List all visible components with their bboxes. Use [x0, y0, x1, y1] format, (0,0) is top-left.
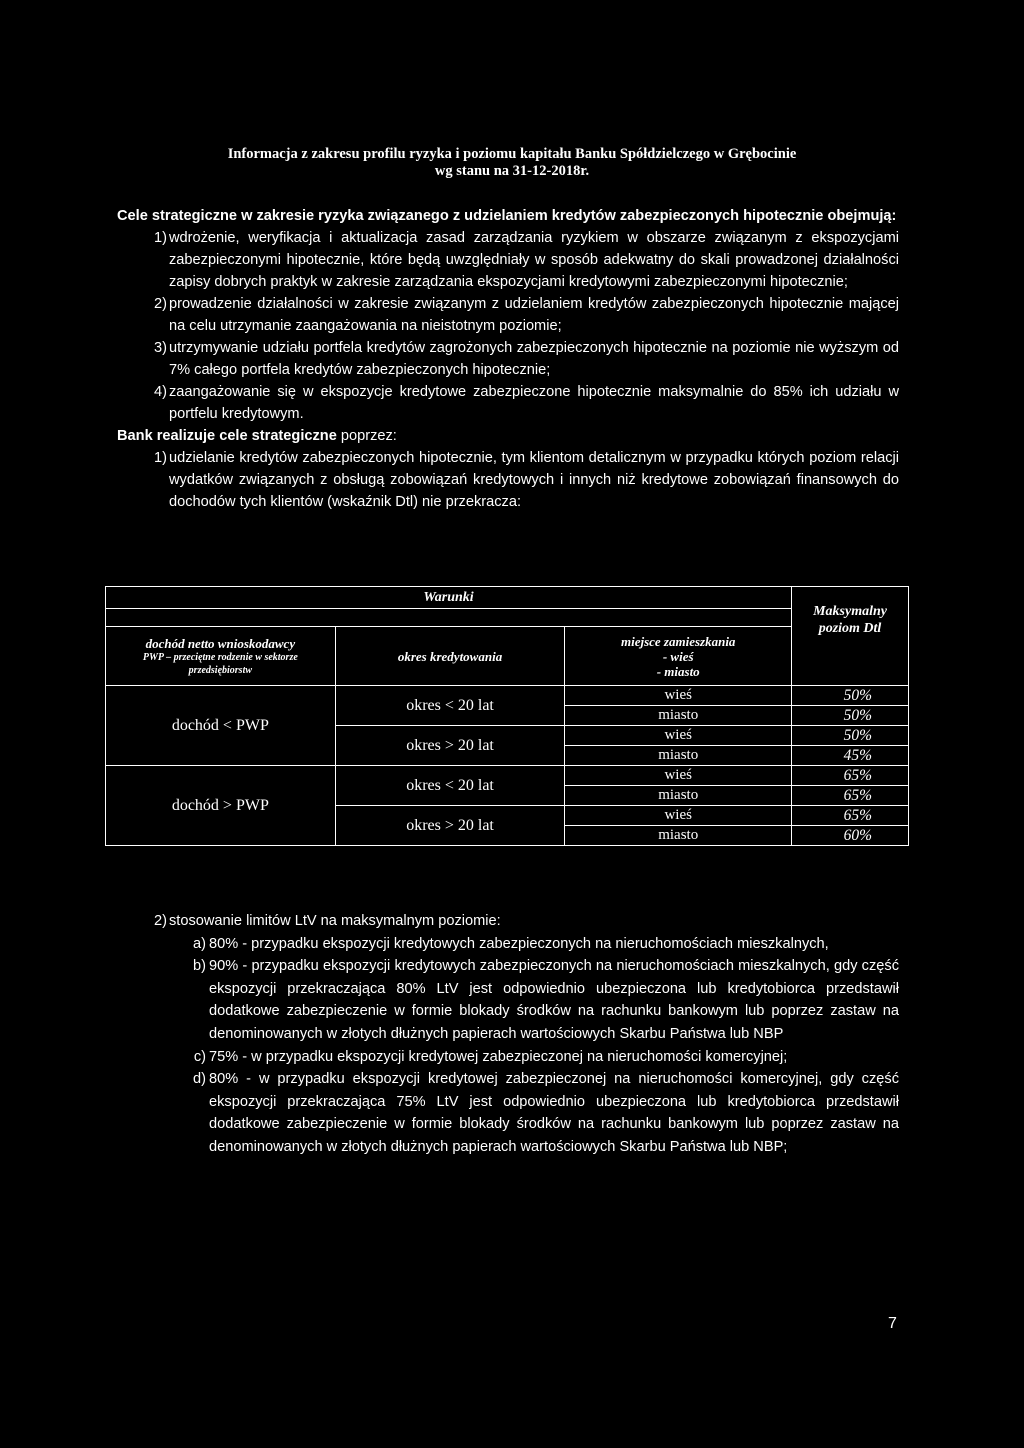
- period-cell: okres < 20 lat: [335, 766, 565, 806]
- table-header-income-line2: PWP – przeciętne rodzenie w sektorze: [142, 651, 298, 663]
- ltv-item-text: 90% - przypadku ekspozycji kredytowych zabezpieczonych na nieruchomościach mieszkalnych, gdy część ekspozycji przekraczająca 80% LtV jest odpowiednio ubezpieczona lub kredytobiorca przedstawił dodatkowe zabezpieczenie w formie blokady środków na rachunku bankowym lub poprzez zastaw na denominowanych w złotych dłużnych papierach wartościowych Skarbu Państwa lub NBP: [209, 958, 899, 1042]
- table-header-income: [106, 627, 336, 686]
- table-header-warunki: Warunki: [106, 587, 792, 609]
- table-spacer-row: [106, 609, 792, 627]
- table-header-income-line3: przedsiębiorstw: [188, 664, 253, 676]
- list-item: [109, 227, 899, 293]
- ltv-title: stosowanie limitów LtV na maksymalnym poziomie:: [169, 913, 501, 929]
- dti-conditions-table: [105, 586, 909, 846]
- table-header-max-line2: poziom Dtl: [818, 621, 882, 636]
- list-item-number: 3): [154, 340, 167, 356]
- list-item-number: 1): [154, 450, 167, 466]
- list-item: [109, 337, 899, 381]
- period-cell: okres > 20 lat: [335, 806, 565, 846]
- ltv-item-letter: d): [193, 1071, 206, 1088]
- list-item-text: udzielanie kredytów zabezpieczonych hipotecznie, tym klientom detalicznym w przypadku których poziom relacji wydatków związanych z obsługą zobowiązań kredytowych i innych niż kredytowe zobowiązań finansowych do dochodów tych klientów (wskaźnik Dtl) nie przekracza:: [169, 450, 899, 510]
- table-header-period: okres kredytowania: [335, 627, 565, 686]
- ltv-item-letter: a): [193, 935, 206, 952]
- bank-lead-rest: poprzez:: [336, 428, 397, 444]
- max-dti-cell: 60%: [792, 826, 909, 846]
- ltv-item-letter: b): [193, 958, 206, 975]
- table-header-residence: [565, 627, 792, 686]
- list-item-text: utrzymywanie udziału portfela kredytów zagrożonych zabezpieczonych hipotecznie na poziomie nie wyższym od 7% całego portfela kredytów zabezpieczonych hipotecznie;: [169, 340, 899, 378]
- list-item-number: 4): [154, 384, 167, 400]
- max-dti-cell: 65%: [792, 786, 909, 806]
- table-header-residence-line2: - wieś: [662, 648, 694, 664]
- income-cell: dochód > PWP: [106, 766, 336, 846]
- max-dti-cell: 50%: [792, 726, 909, 746]
- ltv-section: [117, 910, 899, 1159]
- table-header-max-dti: [792, 587, 909, 686]
- place-cell: wieś: [565, 806, 792, 826]
- list-item: [109, 293, 899, 337]
- ltv-item-text: 80% - przypadku ekspozycji kredytowych zabezpieczonych na nieruchomościach mieszkalnych,: [209, 935, 829, 952]
- header-title: Informacja z zakresu profilu ryzyka i poziomu kapitału Banku Spółdzielczego w Grębocinie: [227, 146, 797, 162]
- header-date: wg stanu na 31-12-2018r.: [434, 163, 590, 179]
- page-number: 7: [888, 1315, 897, 1332]
- income-cell: dochód < PWP: [106, 686, 336, 766]
- table-header-residence-line1: miejsce zamieszkania: [620, 633, 736, 649]
- table-header-max-line1: Maksymalny: [813, 604, 887, 619]
- table-row: [106, 766, 909, 786]
- goals-list: [109, 227, 899, 425]
- list-item-text: wdrożenie, weryfikacja i aktualizacja zasad zarządzania ryzykiem w obszarze związanym z ekspozycjami zabezpieczonymi hipotecznie, które będą uwzględniały w sposób adekwatny do skali prowadzonej działalności zapisy dobrych praktyk w zakresie zarządzania ekspozycjami kredytowymi zabezpieczonymi hipotecznie;: [169, 230, 899, 290]
- place-cell: wieś: [565, 686, 792, 706]
- list-item-text: prowadzenie działalności w zakresie związanym z udzielaniem kredytów zabezpieczonych hipotecznie mającej na celu utrzymanie zaangażowania na nieistotnym poziomie;: [169, 296, 899, 334]
- list-item-number: 2): [154, 296, 167, 312]
- list-item-number: 1): [154, 230, 167, 246]
- max-dti-cell: 65%: [792, 806, 909, 826]
- main-content: [117, 205, 899, 513]
- ltv-item: [117, 933, 899, 956]
- place-cell: miasto: [565, 746, 792, 766]
- ltv-item-text: 80% - w przypadku ekspozycji kredytowej zabezpieczonej na nieruchomości komercyjnej, gdy część ekspozycji przekraczająca 75% LtV jest odpowiednio ubezpieczona lub kredytobiorca przedstawił dodatkowe zabezpieczenie w formie blokady środków na rachunku bankowym lub poprzez zastaw na denominowanych w złotych dłużnych papierach wartościowych Skarbu Państwa lub NBP;: [209, 1071, 899, 1155]
- period-cell: okres < 20 lat: [335, 686, 565, 726]
- place-cell: wieś: [565, 766, 792, 786]
- table-row: [106, 686, 909, 706]
- ltv-item: [117, 1068, 899, 1158]
- ltv-item: [117, 1046, 899, 1069]
- table-header-income-line1: dochód netto wnioskodawcy: [145, 635, 296, 651]
- place-cell: miasto: [565, 786, 792, 806]
- max-dti-cell: 50%: [792, 706, 909, 726]
- place-cell: wieś: [565, 726, 792, 746]
- place-cell: miasto: [565, 706, 792, 726]
- max-dti-cell: 50%: [792, 686, 909, 706]
- ltv-item-text: 75% - w przypadku ekspozycji kredytowej zabezpieczonej na nieruchomości komercyjnej;: [209, 1048, 788, 1065]
- max-dti-cell: 45%: [792, 746, 909, 766]
- place-cell: miasto: [565, 826, 792, 846]
- period-cell: okres > 20 lat: [335, 726, 565, 766]
- list-item-text: zaangażowanie się w ekspozycje kredytowe zabezpieczone hipotecznie maksymalnie do 85% ich udziału w portfelu kredytowym.: [169, 384, 899, 422]
- ltv-item: [117, 955, 899, 1045]
- ltv-item-letter: c): [193, 1048, 206, 1065]
- document-header: [0, 146, 1024, 180]
- max-dti-cell: 65%: [792, 766, 909, 786]
- ltv-title-item: [109, 910, 899, 933]
- table-header-residence-line3: - miasto: [656, 663, 700, 679]
- bank-lead-bold: Bank realizuje cele strategiczne: [117, 428, 337, 444]
- list-item-number: 2): [154, 913, 167, 929]
- list-item: [109, 447, 899, 513]
- list-item: [109, 381, 899, 425]
- bank-realization-lead: [117, 425, 899, 447]
- goals-title: Cele strategiczne w zakresie ryzyka związanego z udzielaniem kredytów zabezpieczonych hipotecznie obejmują:: [117, 208, 897, 224]
